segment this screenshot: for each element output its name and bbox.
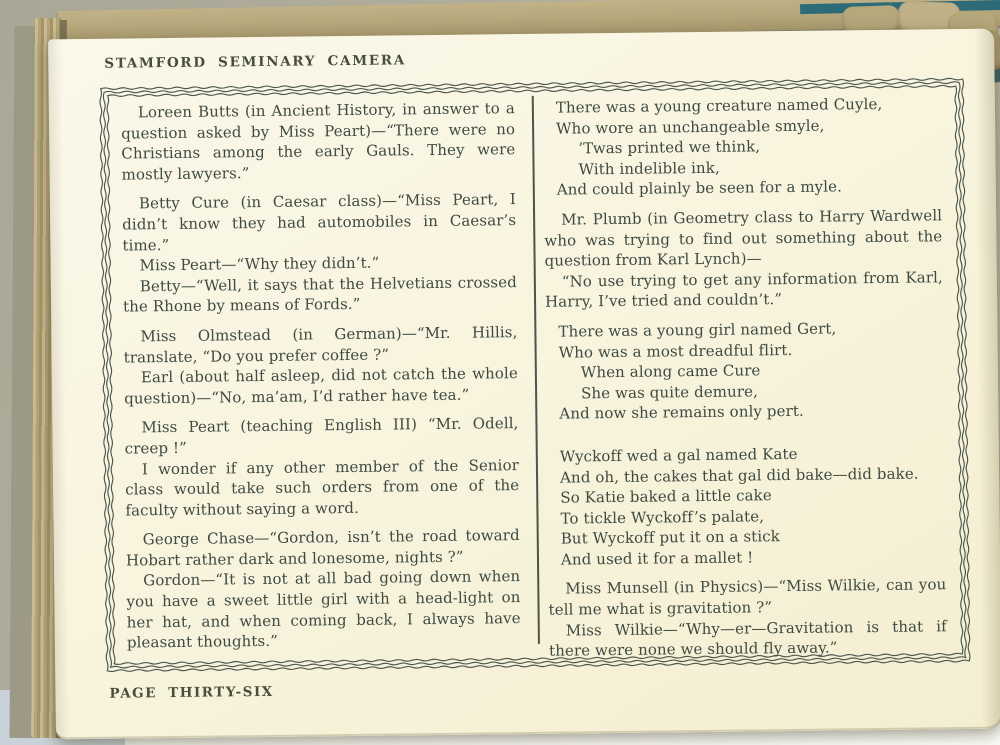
poem-line: And used it for a mallet ! bbox=[560, 548, 754, 569]
paragraph: “No use trying to get any information from Karl, Harry, I’ve tried and couldn’t.” bbox=[544, 268, 943, 312]
poem-block bbox=[545, 317, 944, 424]
poem-line: And could plainly be seen for a myle. bbox=[556, 177, 843, 200]
paragraph: Loreen Butts (in Ancient History, in answer to a question asked by Miss Peart)—“There were no Christians among the early Gauls. They were mostly lawyers.” bbox=[121, 99, 516, 184]
poem-line: Who wore an unchangeable smyle, bbox=[555, 116, 825, 138]
poem-line: There was a young creature named Cuyle, bbox=[555, 94, 883, 117]
poem-block bbox=[543, 93, 942, 200]
poem-line: When along came Cure bbox=[580, 361, 761, 382]
paragraph: Miss Wilkie—“Why—er—Gravitation is that if there were none we should fly away.” bbox=[548, 616, 947, 660]
poem-line: And now she remains only pert. bbox=[559, 402, 804, 423]
poem-line: With indelible ink, bbox=[578, 158, 720, 179]
paragraph: Gordon—“It is not at all bad going down when you have a sweet little girl with a head-light on her hat, and when coming back, I always have pleasant thoughts.” bbox=[126, 567, 521, 652]
poem-line: Who was a most dreadful flirt. bbox=[558, 340, 793, 362]
poem-line: She was quite demure, bbox=[581, 382, 759, 403]
page-header: STAMFORD SEMINARY CAMERA bbox=[104, 52, 407, 72]
yearbook-page bbox=[48, 29, 1000, 740]
paragraph: I wonder if any other member of the Senior class would take such orders from one of the faculty without saying a word. bbox=[125, 455, 520, 520]
paragraph: Betty Cure (in Caesar class)—“Miss Peart, I didn’t know they had automobiles in Caesar’s time.” bbox=[122, 190, 517, 255]
left-column bbox=[121, 98, 521, 653]
paragraph: Miss Peart—“Why they didn’t.” bbox=[139, 253, 380, 275]
paragraph: Miss Munsell (in Physics)—“Miss Wilkie, can you tell me what is gravitation ?” bbox=[548, 575, 947, 619]
poem-line: To tickle Wyckoff’s palate, bbox=[560, 506, 765, 528]
right-column bbox=[543, 93, 947, 661]
poem-line: Wyckoff wed a gal named Kate bbox=[559, 444, 798, 466]
paragraph: Mr. Plumb (in Geometry class to Harry Wardwell who was trying to find out something about the question from Karl Lynch)— bbox=[544, 206, 943, 270]
poem-line: So Katie baked a little cake bbox=[560, 486, 772, 507]
poem-block bbox=[547, 442, 946, 570]
poem-line: ’Twas printed we think, bbox=[578, 137, 761, 158]
poem-line: There was a young girl named Gert, bbox=[558, 319, 837, 341]
poem-line: But Wyckoff put it on a stick bbox=[560, 527, 781, 548]
paragraph: Betty—“Well, it says that the Helvetians crossed the Rhone by means of Fords.” bbox=[122, 272, 517, 316]
paragraph: Miss Olmstead (in German)—“Mr. Hillis, translate, “Do you prefer coffee ?” bbox=[123, 323, 518, 367]
paragraph: Miss Peart (teaching English III) “Mr. Odell, creep !” bbox=[124, 414, 519, 458]
paragraph: George Chase—“Gordon, isn’t the road toward Hobart rather dark and lonesome, nights ?” bbox=[125, 526, 520, 570]
paragraph: Earl (about half asleep, did not catch the whole question)—“No, ma’am, I’d rather have tea.” bbox=[124, 364, 518, 408]
poem-line: And oh, the cakes that gal did bake—did bake. bbox=[559, 464, 919, 487]
page-number-label: PAGE THIRTY-SIX bbox=[109, 683, 274, 702]
